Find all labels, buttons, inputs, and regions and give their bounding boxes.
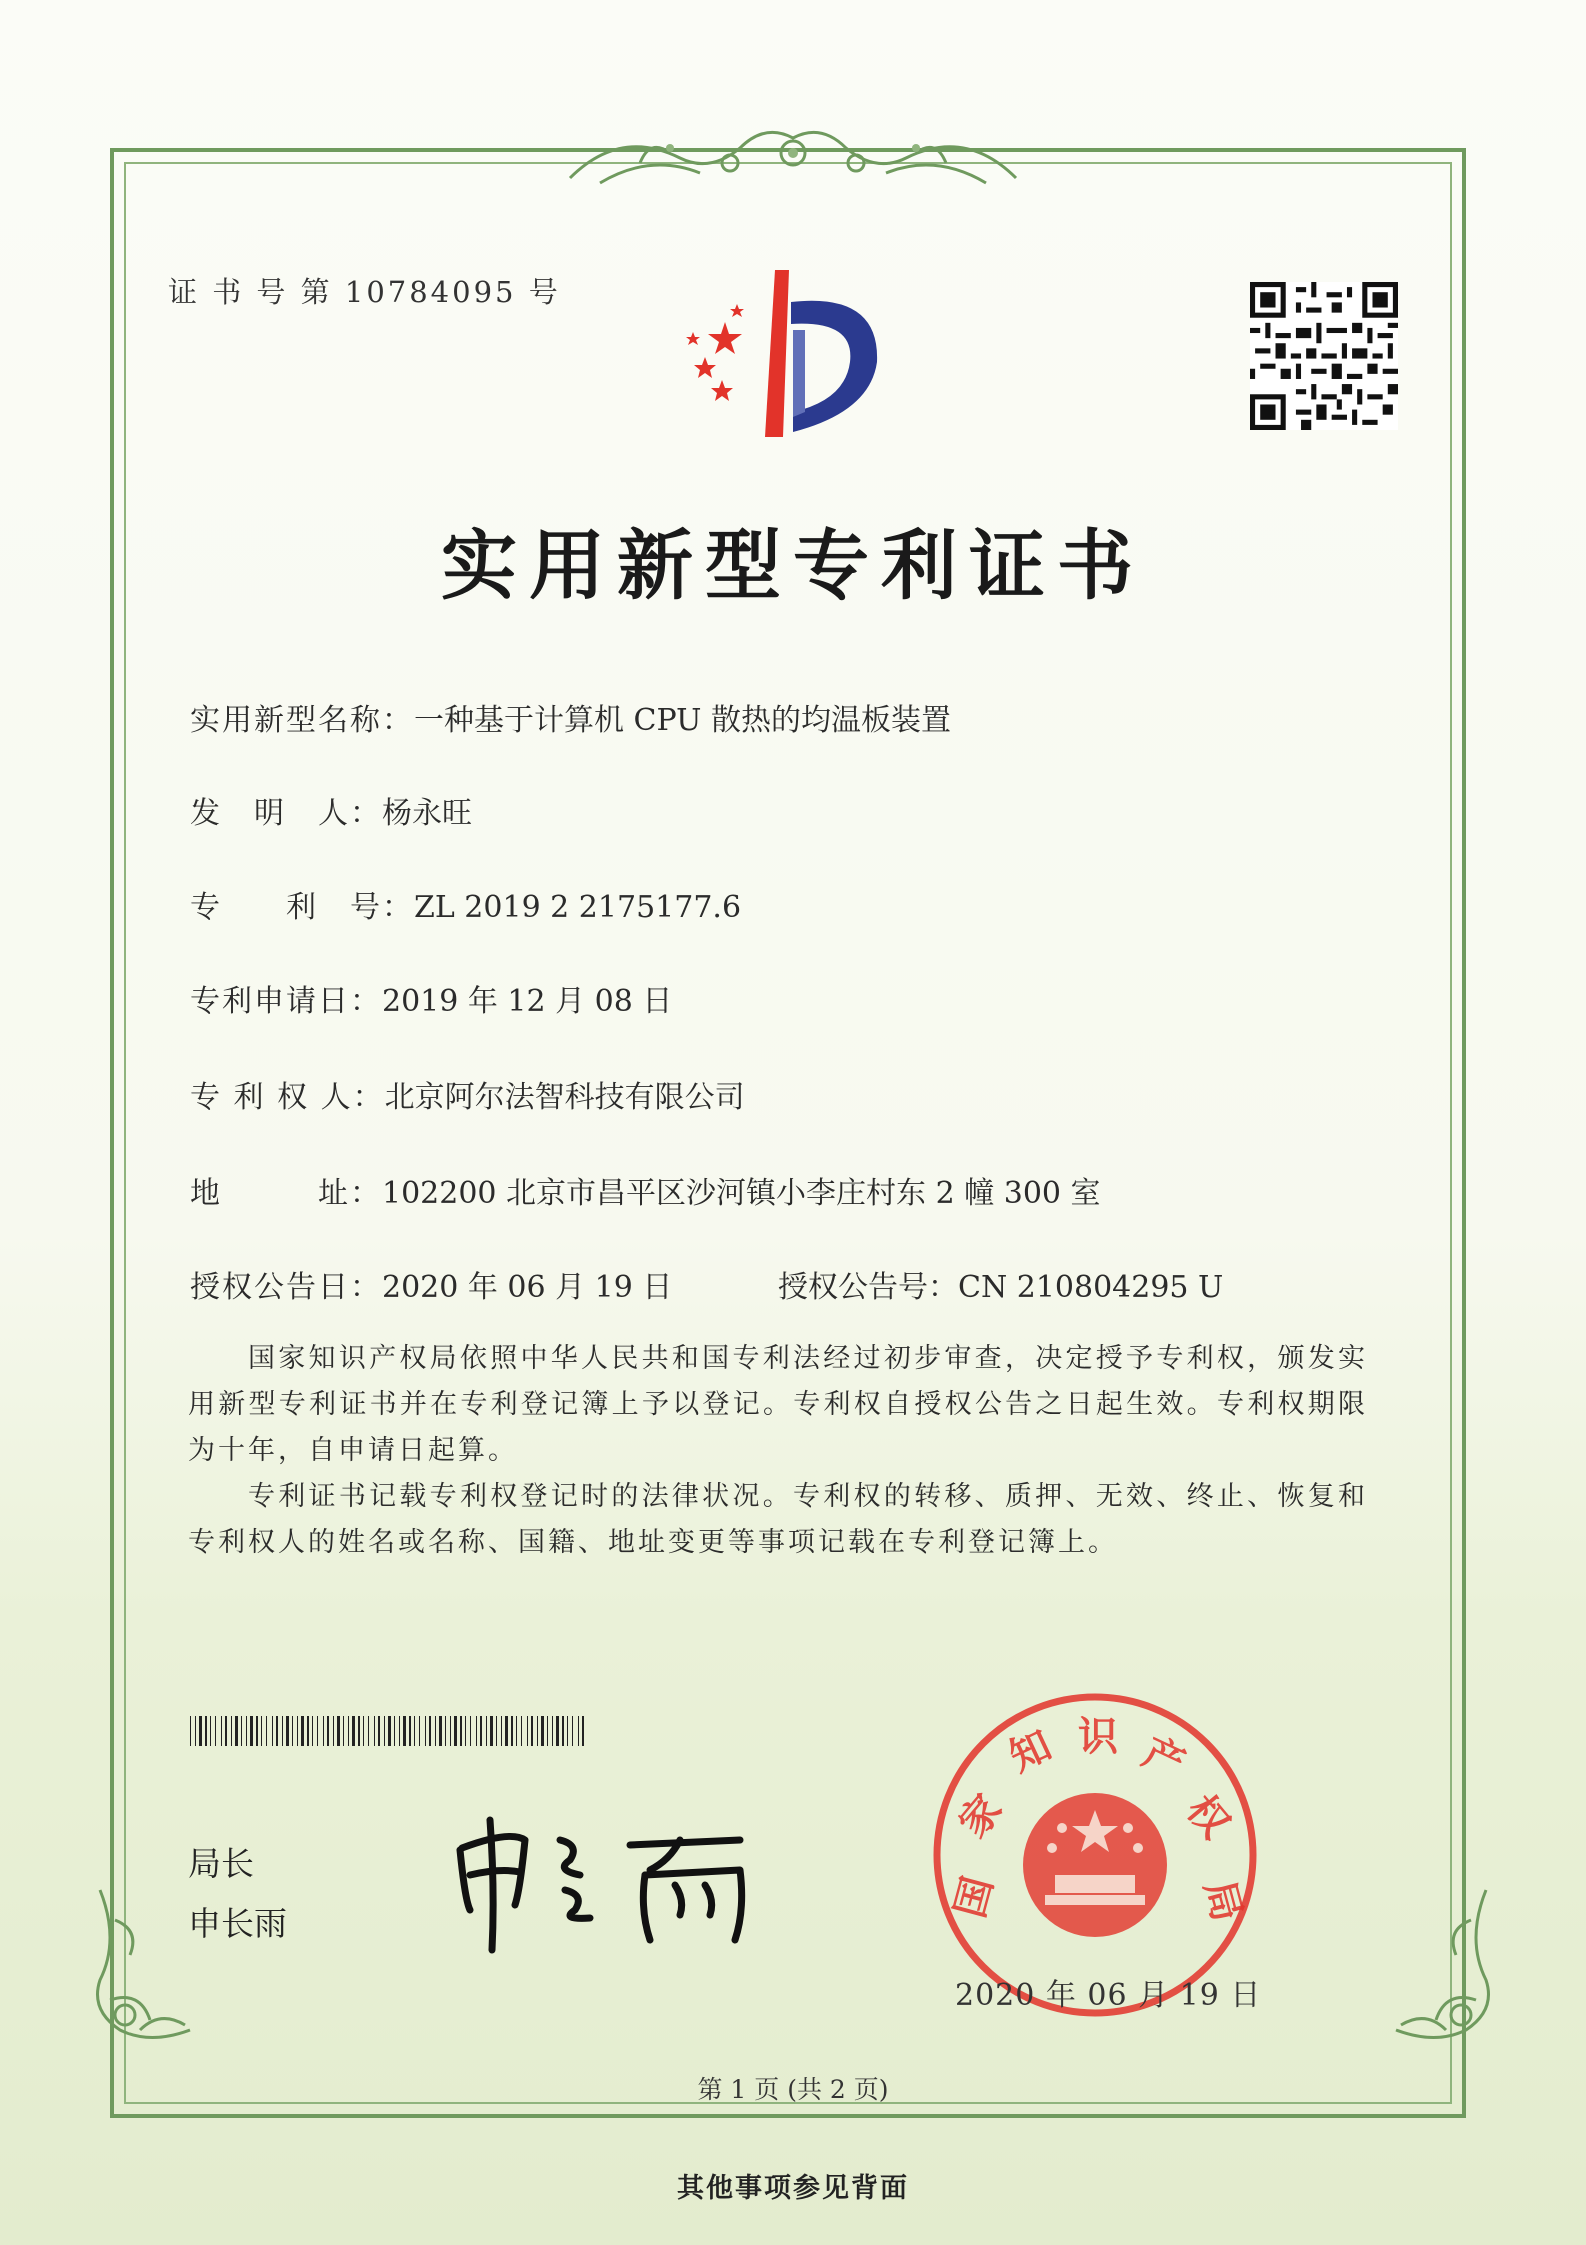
field-label: 实用新型名称： — [190, 703, 414, 738]
field-patent-number — [190, 882, 741, 926]
field-label: 发 明 人： — [190, 796, 382, 831]
field-value: 杨永旺 — [382, 796, 472, 831]
field-value: 2020 年 06 月 19 日 — [382, 1270, 673, 1305]
page-indicator: 第 1 页 (共 2 页) — [697, 2075, 889, 2104]
svg-text:家: 家 — [950, 1786, 1012, 1847]
director-name: 申长雨 — [188, 1904, 287, 1943]
field-value: 一种基于计算机 CPU 散热的均温板装置 — [414, 703, 951, 738]
svg-text:识: 识 — [1078, 1714, 1118, 1760]
field-label: 专利申请日： — [190, 984, 382, 1019]
field-patentee — [190, 1072, 745, 1116]
field-label: 地 址： — [190, 1176, 382, 1211]
field-value: 2019 年 12 月 08 日 — [382, 984, 673, 1019]
field-announcement-number — [778, 1262, 1223, 1306]
field-label: 专 利 号： — [190, 890, 414, 925]
barcode — [190, 1716, 586, 1746]
statement-paragraph: 专利证书记载专利权登记时的法律状况。专利权的转移、质押、无效、终止、恢复和专利权人的姓名或名称、国籍、地址变更等事项记载在专利登记簿上。 — [188, 1481, 1368, 1558]
svg-text:权: 权 — [1177, 1786, 1239, 1848]
seal-date: 2020 年 06 月 19 日 — [955, 1978, 1262, 2013]
field-utility-model-name — [190, 695, 951, 739]
field-address — [190, 1168, 1101, 1212]
svg-text:国: 国 — [947, 1872, 1003, 1923]
field-value: 102200 北京市昌平区沙河镇小李庄村东 2 幢 300 室 — [382, 1176, 1101, 1211]
field-value: ZL 2019 2 2175177.6 — [414, 890, 742, 925]
top-ornament-icon — [560, 108, 1026, 198]
field-application-date — [190, 976, 672, 1020]
svg-text:知: 知 — [1002, 1722, 1059, 1782]
statement-paragraph: 国家知识产权局依照中华人民共和国专利法经过初步审查，决定授予专利权，颁发实用新型专利证书并在专利登记簿上予以登记。专利权自授权公告之日起生效。专利权期限为十年，自申请日起算。 — [188, 1343, 1368, 1466]
svg-text:产: 产 — [1135, 1729, 1192, 1788]
director-title: 局长 — [188, 1844, 254, 1883]
certificate-number: 证 书 号 第 10784095 号 — [168, 275, 561, 309]
corner-ornament-right-icon — [1366, 1880, 1506, 2050]
field-value: 北京阿尔法智科技有限公司 — [384, 1080, 745, 1115]
field-label: 授权公告日： — [190, 1270, 382, 1305]
field-value: CN 210804295 U — [958, 1270, 1224, 1305]
field-label: 专 利 权 人： — [190, 1080, 385, 1115]
svg-text:局: 局 — [1195, 1875, 1251, 1927]
field-announcement-date — [190, 1262, 672, 1306]
cnipa-emblem-icon — [665, 262, 910, 447]
field-inventor — [190, 788, 472, 832]
footer-note: 其他事项参见背面 — [677, 2173, 909, 2204]
qr-code — [1250, 282, 1398, 430]
field-label: 授权公告号： — [778, 1270, 958, 1305]
handwritten-signature — [440, 1800, 780, 1960]
page-title: 实用新型专利证书 — [441, 521, 1145, 610]
